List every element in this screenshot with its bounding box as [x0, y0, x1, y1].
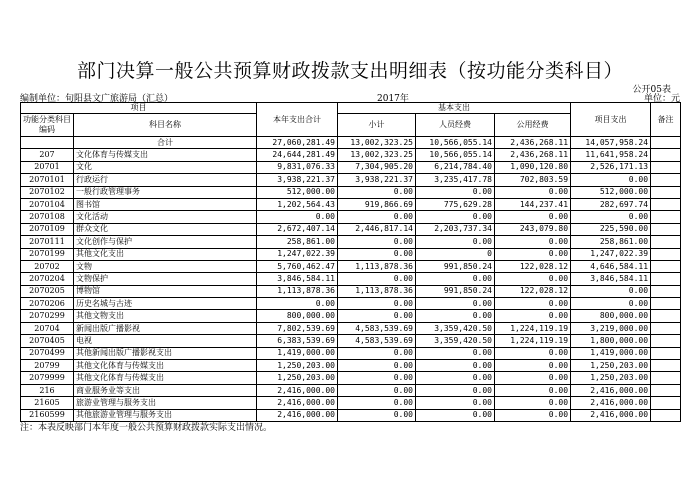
cell-name: 文物 — [74, 260, 257, 272]
cell-remark — [651, 248, 681, 260]
cell-code: 2070101 — [21, 174, 74, 186]
table-row — [21, 223, 681, 235]
cell-subtotal: 4,583,539.69 — [338, 322, 416, 334]
cell-personnel: 2,203,737.34 — [416, 223, 495, 235]
cell-name: 商业服务业等支出 — [74, 384, 257, 396]
cell-personnel: 0.00 — [416, 384, 495, 396]
cell-public: 0.00 — [495, 236, 571, 248]
cell-subtotal: 0.00 — [338, 360, 416, 372]
cell-remark — [651, 174, 681, 186]
cell-public: 0.00 — [495, 397, 571, 409]
cell-personnel: 0.00 — [416, 409, 495, 421]
cell-public: 243,079.80 — [495, 223, 571, 235]
cell-public: 1,224,119.19 — [495, 335, 571, 347]
compiling-unit: 编制单位：旬阳县文广旅游局（汇总） — [20, 94, 174, 104]
cell-remark — [651, 186, 681, 198]
cell-project: 3,846,584.11 — [571, 273, 651, 285]
cell-annual-total: 9,831,076.33 — [257, 161, 338, 173]
header-basic-expenditure: 基本支出 — [338, 103, 571, 114]
cell-public: 2,436,268.11 — [495, 137, 571, 149]
header-project: 项目 — [21, 103, 257, 114]
table-row — [21, 310, 681, 322]
cell-code: 21605 — [21, 397, 74, 409]
cell-annual-total: 2,672,407.14 — [257, 223, 338, 235]
report-year: 2017年 — [377, 94, 409, 104]
cell-annual-total: 1,113,878.36 — [257, 285, 338, 297]
cell-project: 0.00 — [571, 285, 651, 297]
cell-remark — [651, 298, 681, 310]
table-row — [21, 236, 681, 248]
cell-remark — [651, 322, 681, 334]
cell-public: 2,436,268.11 — [495, 149, 571, 161]
total-row — [21, 137, 681, 149]
cell-code: 2070204 — [21, 273, 74, 285]
cell-name: 文化活动 — [74, 211, 257, 223]
table-row — [21, 273, 681, 285]
cell-personnel: 10,566,055.14 — [416, 149, 495, 161]
cell-annual-total: 1,202,564.43 — [257, 198, 338, 210]
cell-name: 新闻出版广播影视 — [74, 322, 257, 334]
table-row — [21, 372, 681, 384]
cell-code: 2070499 — [21, 347, 74, 359]
cell-personnel: 0.00 — [416, 360, 495, 372]
cell-personnel: 0.00 — [416, 298, 495, 310]
cell-code: 2070205 — [21, 285, 74, 297]
cell-annual-total: 3,938,221.37 — [257, 174, 338, 186]
cell-code: 2070109 — [21, 223, 74, 235]
table-row — [21, 186, 681, 198]
table-row — [21, 174, 681, 186]
cell-subtotal: 1,113,878.36 — [338, 260, 416, 272]
cell-personnel: 0.00 — [416, 397, 495, 409]
cell-subtotal: 0.00 — [338, 310, 416, 322]
cell-remark — [651, 335, 681, 347]
cell-project: 2,416,000.00 — [571, 397, 651, 409]
cell-project: 0.00 — [571, 298, 651, 310]
cell-public: 1,090,120.80 — [495, 161, 571, 173]
cell-subtotal: 0.00 — [338, 248, 416, 260]
cell-name: 博物馆 — [74, 285, 257, 297]
cell-subtotal: 0.00 — [338, 372, 416, 384]
cell-annual-total: 2,416,000.00 — [257, 384, 338, 396]
table-row — [21, 298, 681, 310]
cell-annual-total: 1,419,000.00 — [257, 347, 338, 359]
table-row — [21, 198, 681, 210]
cell-personnel: 0 — [416, 248, 495, 260]
header-annual-total: 本年支出合计 — [257, 103, 338, 137]
cell-project: 1,250,203.00 — [571, 360, 651, 372]
cell-subtotal: 0.00 — [338, 347, 416, 359]
cell-public: 0.00 — [495, 186, 571, 198]
cell-project: 0.00 — [571, 174, 651, 186]
table-row — [21, 149, 681, 161]
table-note: 注：本表反映部门本年度一般公共预算财政拨款实际支出情况。 — [20, 423, 273, 433]
cell-project: 282,697.74 — [571, 198, 651, 210]
cell-project: 4,646,584.11 — [571, 260, 651, 272]
cell-name: 其他文物支出 — [74, 310, 257, 322]
cell-personnel: 10,566,055.14 — [416, 137, 495, 149]
cell-annual-total: 5,760,462.47 — [257, 260, 338, 272]
cell-code: 216 — [21, 384, 74, 396]
cell-remark — [651, 161, 681, 173]
cell-code: 2070299 — [21, 310, 74, 322]
cell-code: 2070405 — [21, 335, 74, 347]
cell-remark — [651, 198, 681, 210]
cell-subtotal: 4,583,539.69 — [338, 335, 416, 347]
cell-personnel: 3,359,420.50 — [416, 322, 495, 334]
cell-remark — [651, 236, 681, 248]
cell-name: 旅游业管理与服务支出 — [74, 397, 257, 409]
cell-remark — [651, 384, 681, 396]
cell-remark — [651, 285, 681, 297]
cell-public: 122,028.12 — [495, 260, 571, 272]
expenditure-table — [20, 102, 681, 422]
cell-public: 0.00 — [495, 409, 571, 421]
cell-personnel: 991,850.24 — [416, 260, 495, 272]
cell-code: 20799 — [21, 360, 74, 372]
cell-name: 行政运行 — [74, 174, 257, 186]
cell-subtotal: 0.00 — [338, 186, 416, 198]
cell-personnel: 3,235,417.78 — [416, 174, 495, 186]
cell-project: 1,247,022.39 — [571, 248, 651, 260]
cell-remark — [651, 397, 681, 409]
cell-annual-total: 1,250,203.00 — [257, 372, 338, 384]
cell-annual-total: 7,802,539.69 — [257, 322, 338, 334]
cell-project: 2,526,171.13 — [571, 161, 651, 173]
header-name: 科目名称 — [74, 114, 257, 137]
header-subtotal: 小计 — [338, 114, 416, 137]
cell-project: 2,416,000.00 — [571, 409, 651, 421]
cell-project: 512,000.00 — [571, 186, 651, 198]
table-row — [21, 397, 681, 409]
cell-personnel: 6,214,784.40 — [416, 161, 495, 173]
cell-subtotal: 13,002,323.25 — [338, 137, 416, 149]
currency-unit: 单位：元 — [643, 94, 680, 104]
cell-name: 其他旅游业管理与服务支出 — [74, 409, 257, 421]
table-row — [21, 211, 681, 223]
cell-code: 20702 — [21, 260, 74, 272]
cell-annual-total: 1,250,203.00 — [257, 360, 338, 372]
cell-name: 群众文化 — [74, 223, 257, 235]
cell-code: 2070104 — [21, 198, 74, 210]
cell-public: 1,224,119.19 — [495, 322, 571, 334]
table-row — [21, 335, 681, 347]
report-title: 部门决算一般公共预算财政拨款支出明细表（按功能分类科目） — [76, 60, 623, 82]
cell-name: 其他文化体育与传媒支出 — [74, 360, 257, 372]
header-public: 公用经费 — [495, 114, 571, 137]
cell-annual-total: 512,000.00 — [257, 186, 338, 198]
cell-personnel: 0.00 — [416, 186, 495, 198]
cell-subtotal: 0.00 — [338, 298, 416, 310]
cell-annual-total: 6,383,539.69 — [257, 335, 338, 347]
cell-project: 3,219,000.00 — [571, 322, 651, 334]
cell-project: 14,057,958.24 — [571, 137, 651, 149]
cell-code: 2070111 — [21, 236, 74, 248]
cell-name: 图书馆 — [74, 198, 257, 210]
cell-remark — [651, 273, 681, 285]
cell-remark — [651, 260, 681, 272]
table-row — [21, 322, 681, 334]
cell-personnel: 3,359,420.50 — [416, 335, 495, 347]
table-row — [21, 360, 681, 372]
cell-remark — [651, 360, 681, 372]
cell-name: 文化创作与保护 — [74, 236, 257, 248]
cell-code: 207 — [21, 149, 74, 161]
cell-annual-total: 27,060,281.49 — [257, 137, 338, 149]
cell-personnel: 0.00 — [416, 211, 495, 223]
header-code: 功能分类科目编码 — [21, 114, 74, 137]
cell-public: 0.00 — [495, 310, 571, 322]
cell-remark — [651, 347, 681, 359]
cell-annual-total: 2,416,000.00 — [257, 397, 338, 409]
table-row — [21, 347, 681, 359]
cell-project: 11,641,958.24 — [571, 149, 651, 161]
cell-name: 合计 — [74, 137, 257, 149]
cell-public: 144,237.41 — [495, 198, 571, 210]
cell-project: 1,250,203.00 — [571, 372, 651, 384]
cell-subtotal: 13,002,323.25 — [338, 149, 416, 161]
cell-name: 其他文化体育与传媒支出 — [74, 372, 257, 384]
cell-annual-total: 800,000.00 — [257, 310, 338, 322]
cell-personnel: 0.00 — [416, 236, 495, 248]
cell-remark — [651, 149, 681, 161]
cell-public: 0.00 — [495, 347, 571, 359]
cell-annual-total: 0.00 — [257, 298, 338, 310]
cell-name: 其他文化支出 — [74, 248, 257, 260]
cell-public: 0.00 — [495, 273, 571, 285]
cell-subtotal: 0.00 — [338, 409, 416, 421]
cell-subtotal: 2,446,817.14 — [338, 223, 416, 235]
table-row — [21, 285, 681, 297]
header-remarks: 备注 — [651, 103, 681, 137]
cell-remark — [651, 211, 681, 223]
cell-subtotal: 0.00 — [338, 273, 416, 285]
cell-annual-total: 3,846,584.11 — [257, 273, 338, 285]
cell-remark — [651, 372, 681, 384]
cell-name: 文化体育与传媒支出 — [74, 149, 257, 161]
cell-code: 2070206 — [21, 298, 74, 310]
cell-subtotal: 7,304,905.20 — [338, 161, 416, 173]
cell-personnel: 0.00 — [416, 273, 495, 285]
cell-code — [21, 137, 74, 149]
cell-public: 0.00 — [495, 372, 571, 384]
cell-subtotal: 0.00 — [338, 211, 416, 223]
cell-project: 0.00 — [571, 211, 651, 223]
cell-annual-total: 24,644,281.49 — [257, 149, 338, 161]
cell-code: 2160599 — [21, 409, 74, 421]
cell-subtotal: 0.00 — [338, 397, 416, 409]
cell-annual-total: 2,416,000.00 — [257, 409, 338, 421]
cell-subtotal: 3,938,221.37 — [338, 174, 416, 186]
cell-project: 800,000.00 — [571, 310, 651, 322]
cell-code: 2070108 — [21, 211, 74, 223]
cell-personnel: 0.00 — [416, 347, 495, 359]
cell-name: 其他新闻出版广播影视支出 — [74, 347, 257, 359]
cell-project: 225,590.00 — [571, 223, 651, 235]
cell-public: 0.00 — [495, 384, 571, 396]
cell-public: 0.00 — [495, 298, 571, 310]
header-project-expenditure: 项目支出 — [571, 103, 651, 137]
cell-personnel: 0.00 — [416, 310, 495, 322]
cell-personnel: 775,629.28 — [416, 198, 495, 210]
cell-public: 0.00 — [495, 248, 571, 260]
cell-personnel: 0.00 — [416, 372, 495, 384]
table-row — [21, 161, 681, 173]
cell-public: 0.00 — [495, 360, 571, 372]
cell-annual-total: 1,247,022.39 — [257, 248, 338, 260]
cell-code: 20704 — [21, 322, 74, 334]
cell-subtotal: 0.00 — [338, 236, 416, 248]
cell-subtotal: 919,866.69 — [338, 198, 416, 210]
table-row — [21, 260, 681, 272]
cell-name: 电视 — [74, 335, 257, 347]
cell-project: 2,416,000.00 — [571, 384, 651, 396]
cell-annual-total: 258,861.00 — [257, 236, 338, 248]
cell-subtotal: 0.00 — [338, 384, 416, 396]
cell-name: 一般行政管理事务 — [74, 186, 257, 198]
cell-code: 2070102 — [21, 186, 74, 198]
cell-name: 文物保护 — [74, 273, 257, 285]
cell-remark — [651, 310, 681, 322]
cell-code: 2070199 — [21, 248, 74, 260]
cell-personnel: 991,850.24 — [416, 285, 495, 297]
cell-name: 历史名城与古迹 — [74, 298, 257, 310]
cell-project: 258,861.00 — [571, 236, 651, 248]
cell-remark — [651, 137, 681, 149]
table-body — [21, 137, 681, 422]
table-row — [21, 384, 681, 396]
cell-public: 122,028.12 — [495, 285, 571, 297]
cell-remark — [651, 223, 681, 235]
header-personnel: 人员经费 — [416, 114, 495, 137]
meta-row — [20, 91, 680, 102]
cell-project: 1,419,000.00 — [571, 347, 651, 359]
cell-public: 0.00 — [495, 211, 571, 223]
table-row — [21, 248, 681, 260]
cell-subtotal: 1,113,878.36 — [338, 285, 416, 297]
cell-remark — [651, 409, 681, 421]
cell-name: 文化 — [74, 161, 257, 173]
cell-code: 20701 — [21, 161, 74, 173]
form-number: 公开05表 — [632, 85, 671, 95]
cell-code: 2079999 — [21, 372, 74, 384]
cell-public: 702,803.59 — [495, 174, 571, 186]
cell-project: 1,800,000.00 — [571, 335, 651, 347]
cell-annual-total: 0.00 — [257, 211, 338, 223]
